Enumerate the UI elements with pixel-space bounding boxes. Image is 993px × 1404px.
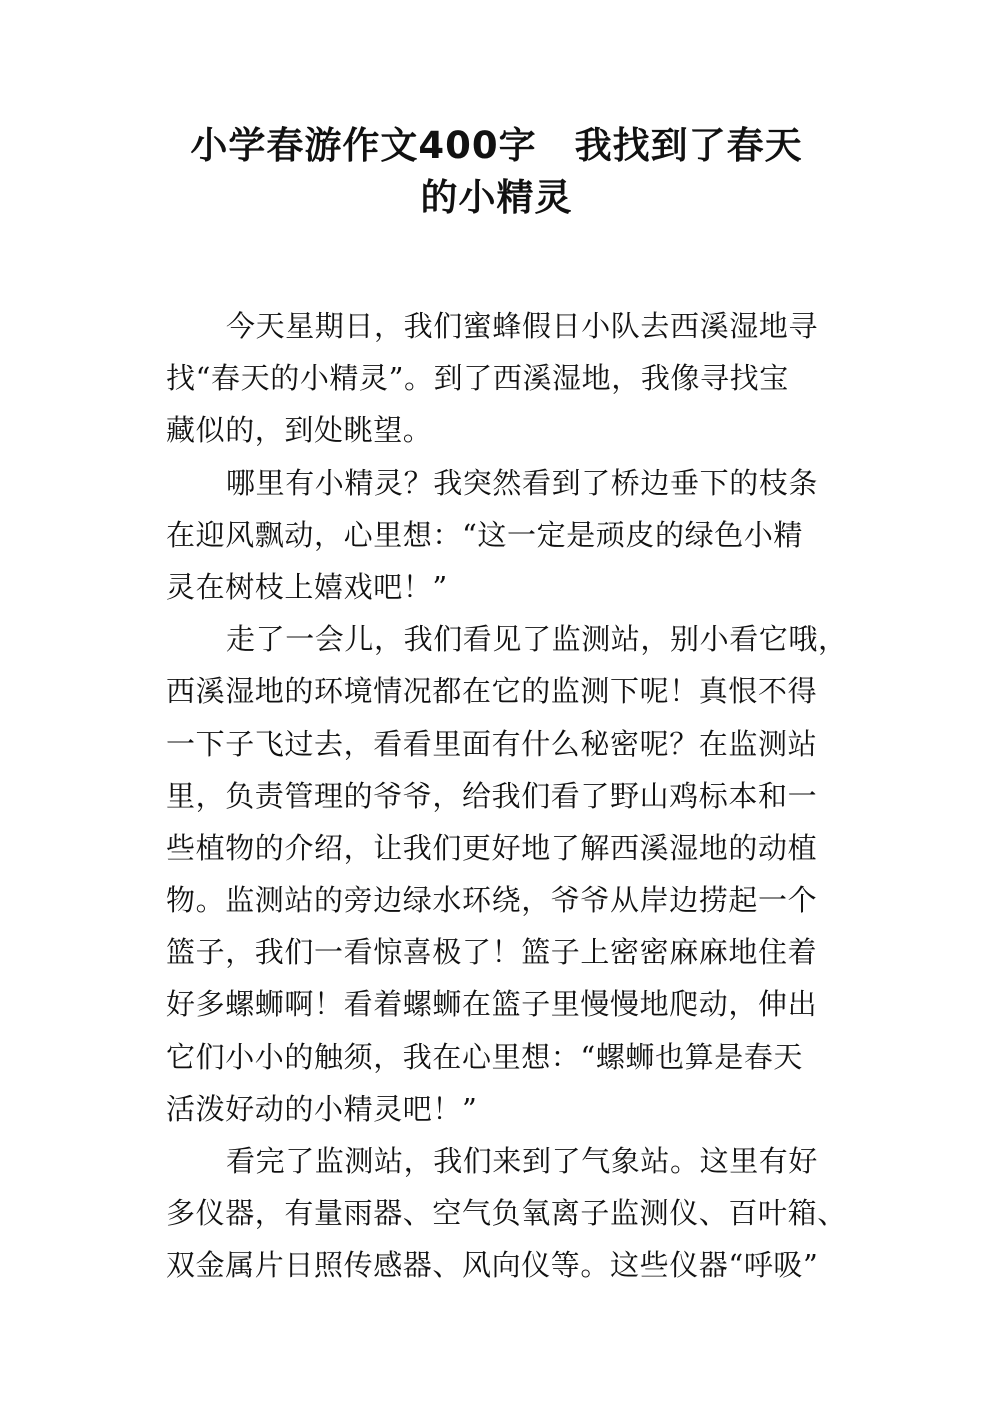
essay-body [166, 300, 846, 1292]
title-line-1: 小学春游作文400字 我找到了春天 [190, 124, 803, 167]
essay-line: 活泼好动的小精灵吧！” [166, 1091, 478, 1126]
essay-line: 哪里有小精灵？我突然看到了桥边垂下的枝条 [226, 465, 819, 500]
title-line-2: 的小精灵 [420, 176, 573, 219]
document-title [120, 120, 873, 224]
essay-line: 今天星期日，我们蜜蜂假日小队去西溪湿地寻 [226, 309, 819, 343]
essay-line: 灵在树枝上嬉戏吧！” [166, 569, 448, 604]
essay-line: 一下子飞过去，看看里面有什么秘密呢？在监测站 [166, 726, 818, 761]
essay-line: 多仪器，有量雨器、空气负氧离子监测仪、百叶箱、 [166, 1196, 847, 1231]
essay-line: 它们小小的触须，我在心里想：“螺蛳也算是春天 [166, 1039, 804, 1074]
essay-line: 在迎风飘动，心里想：“这一定是顽皮的绿色小精 [166, 517, 804, 552]
essay-line: 物。监测站的旁边绿水环绕，爷爷从岸边捞起一个 [166, 883, 818, 918]
essay-line: 藏似的，到处眺望。 [166, 413, 433, 448]
essay-line: 些植物的介绍，让我们更好地了解西溪湿地的动植 [166, 830, 818, 865]
essay-line: 好多螺蛳啊！看着螺蛳在篮子里慢慢地爬动，伸出 [166, 987, 818, 1022]
essay-line: 篮子，我们一看惊喜极了！篮子上密密麻麻地住着 [166, 935, 818, 970]
essay-line: 找“春天的小精灵”。到了西溪湿地，我像寻找宝 [166, 361, 789, 396]
essay-line: 双金属片日照传感器、风向仪等。这些仪器“呼吸” [166, 1248, 819, 1283]
essay-line: 走了一会儿，我们看见了监测站，别小看它哦， [226, 622, 848, 657]
essay-line: 西溪湿地的环境情况都在它的监测下呢！真恨不得 [166, 674, 818, 709]
essay-line: 看完了监测站，我们来到了气象站。这里有好 [226, 1144, 819, 1178]
essay-line: 里，负责管理的爷爷，给我们看了野山鸡标本和一 [166, 778, 818, 813]
